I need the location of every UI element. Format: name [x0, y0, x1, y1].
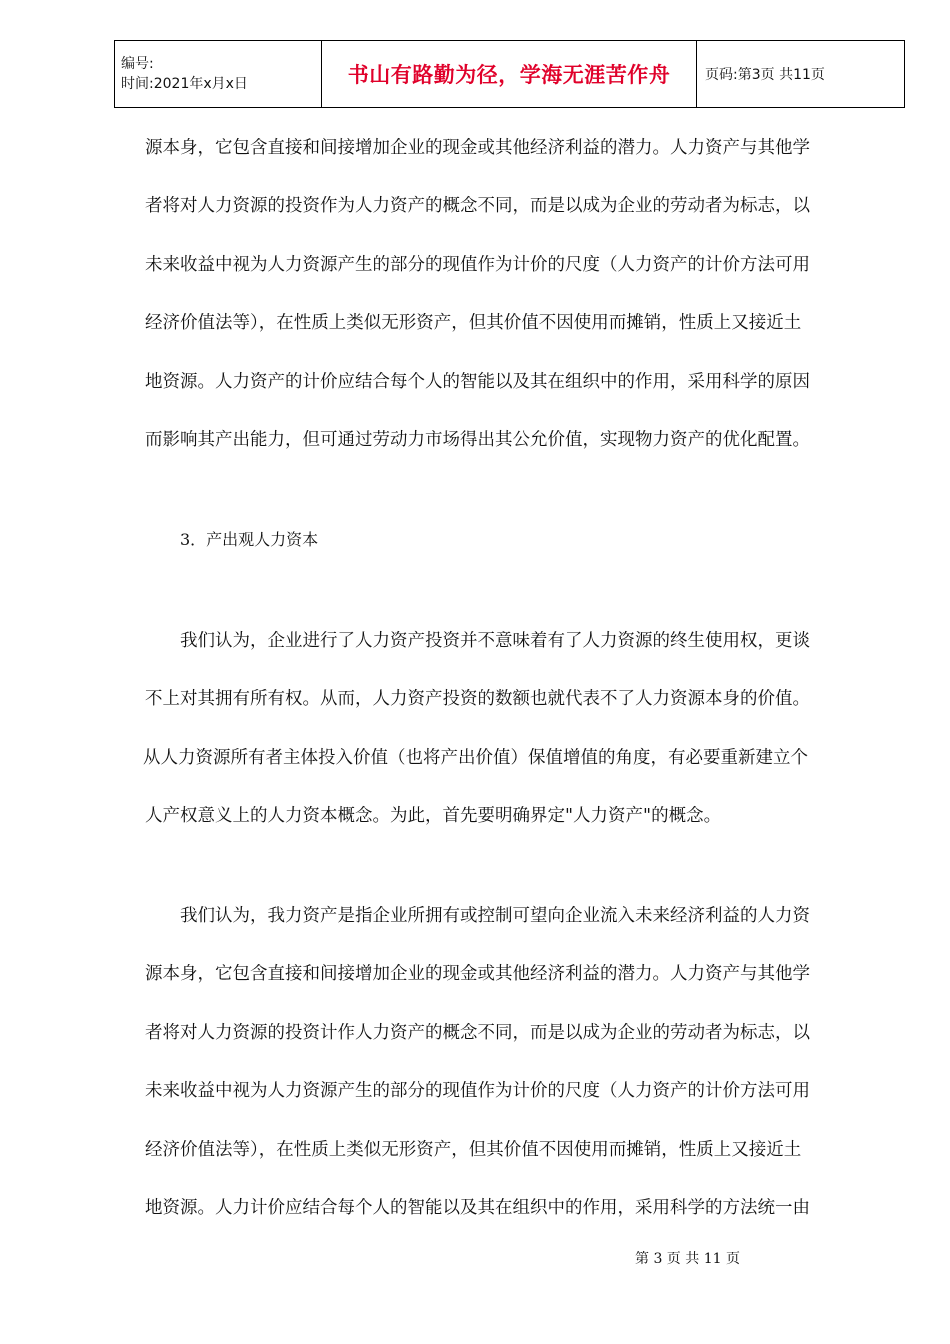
paragraph-line: 未来收益中视为人力资源产生的部分的现值作为计价的尺度（人力资产的计价方法可用	[145, 1081, 810, 1101]
paragraph-line: 人产权意义上的人力资本概念。为此，首先要明确界定"人力资产"的概念。	[145, 806, 722, 826]
paragraph-line: 地资源。人力资产的计价应结合每个人的智能以及其在组织中的作用，采用科学的原因	[145, 372, 810, 392]
paragraph-line: 我们认为，企业进行了人力资产投资并不意味着有了人力资源的终生使用权，更谈	[180, 631, 810, 651]
section-heading: 3．产出观人力资本	[180, 530, 319, 549]
paragraph-line: 源本身，它包含直接和间接增加企业的现金或其他经济利益的潜力。人力资产与其他学	[145, 138, 810, 158]
paragraph-line: 经济价值法等），在性质上类似无形资产，但其价值不因使用而摊销，性质上又接近土	[145, 1140, 802, 1160]
page-label: 页码:第3页 共11页	[705, 67, 825, 83]
footer-page-number: 第 3 页 共 11 页	[635, 1251, 740, 1267]
paragraph-line: 地资源。人力计价应结合每个人的智能以及其在组织中的作用，采用科学的方法统一由	[145, 1198, 810, 1218]
paragraph-line: 未来收益中视为人力资源产生的部分的现值作为计价的尺度（人力资产的计价方法可用	[145, 255, 810, 275]
number-label: 编号:	[121, 56, 154, 72]
document-body	[145, 0, 875, 1344]
paragraph-line: 源本身，它包含直接和间接增加企业的现金或其他经济利益的潜力。人力资产与其他学	[145, 964, 810, 984]
time-label: 时间:2021年x月x日	[121, 76, 248, 92]
paragraph-line: 从人力资源所有者主体投入价值（也将产出价值）保值增值的角度，有必要重新建立个	[143, 748, 808, 768]
paragraph-line: 而影响其产出能力，但可通过劳动力市场得出其公允价值，实现物力资产的优化配置。	[145, 430, 810, 450]
paragraph-line: 经济价值法等），在性质上类似无形资产，但其价值不因使用而摊销，性质上又接近土	[145, 313, 802, 333]
paragraph-line: 者将对人力资源的投资作为人力资产的概念不同，而是以成为企业的劳动者为标志，以	[145, 196, 810, 216]
paragraph-line: 者将对人力资源的投资计作人力资产的概念不同，而是以成为企业的劳动者为标志，以	[145, 1023, 810, 1043]
paragraph-line: 不上对其拥有所有权。从而，人力资产投资的数额也就代表不了人力资源本身的价值。	[145, 689, 810, 709]
motto-text: 书山有路勤为径，学海无涯苦作舟	[347, 63, 671, 87]
paragraph-line: 我们认为，我力资产是指企业所拥有或控制可望向企业流入未来经济利益的人力资	[180, 906, 810, 926]
